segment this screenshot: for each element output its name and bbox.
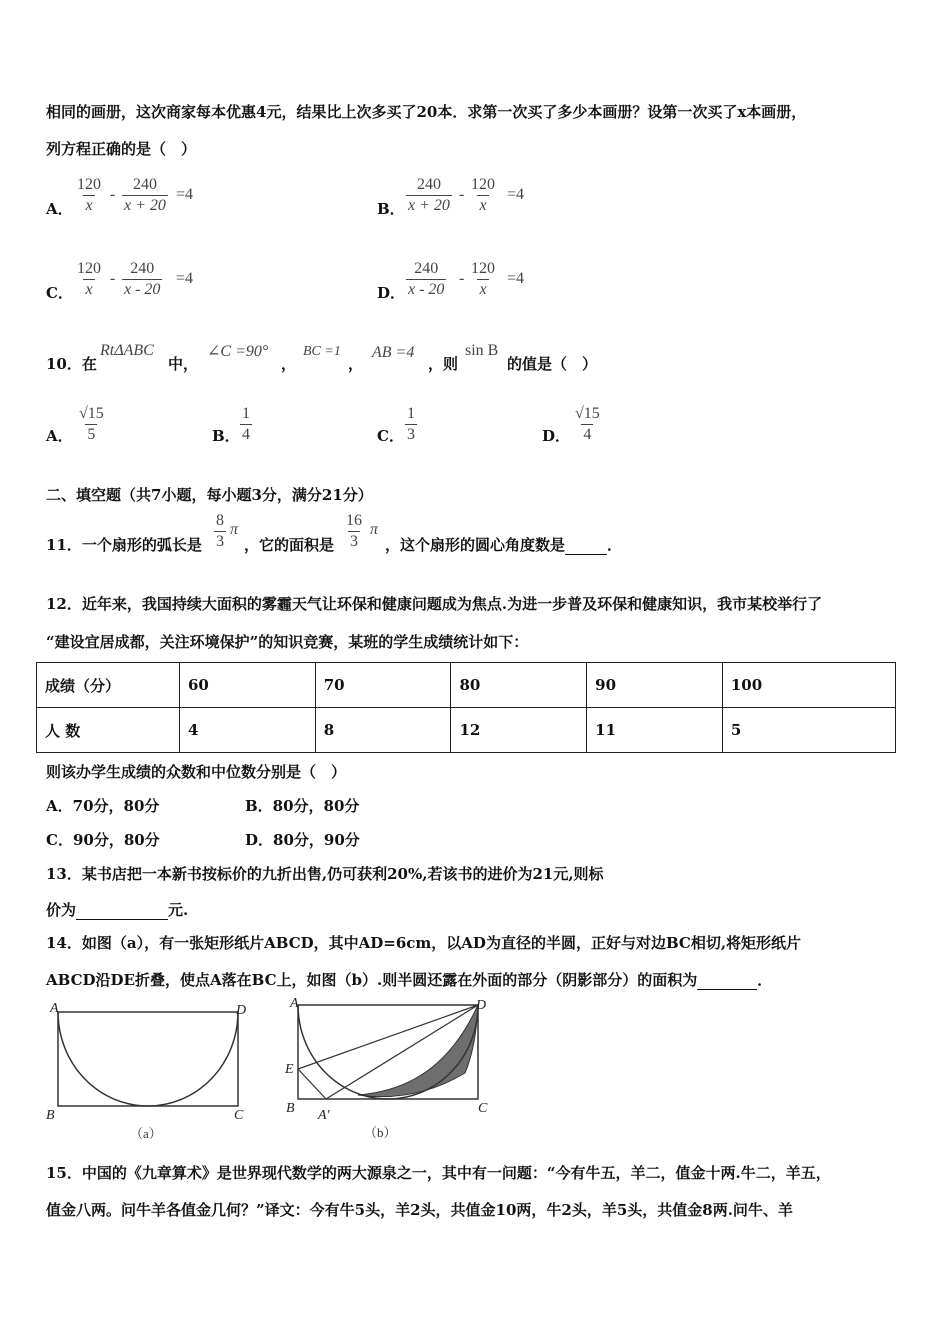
q9-option-a-label: A． <box>46 200 73 218</box>
figure-a-label-b: B <box>46 1108 55 1123</box>
q10-angle: ∠C =90° <box>207 343 269 360</box>
score-table <box>36 662 896 753</box>
q13-answer-blank[interactable] <box>76 919 168 920</box>
table-cell: 5 <box>722 708 895 753</box>
q10-option-a-frac: $\frac{√15}{5}$ <box>79 405 104 443</box>
q10-option-d-frac: $\frac{√15}{4}$ <box>575 405 600 443</box>
q9-option-a-frac1: $\frac{120}{x}$ <box>77 176 101 214</box>
q10-text2: ， <box>281 355 297 373</box>
q9-option-a-rhs: =4 <box>176 186 194 203</box>
q9-option-b-frac1: $\frac{240}{x + 20}$ <box>408 176 450 214</box>
q9-line2: 列方程正确的是（ ） <box>46 140 197 158</box>
q10-option-a-label: A． <box>46 427 73 445</box>
table-cell: 80 <box>451 663 587 708</box>
figure-b <box>280 995 510 1147</box>
q11-answer-blank[interactable] <box>565 554 607 555</box>
figure-a <box>40 998 260 1148</box>
q12-option-b: B．80分，80分 <box>245 797 360 815</box>
q10-text1: 中， <box>168 355 199 373</box>
table-cell: 4 <box>180 708 316 753</box>
q9-option-a-frac2: $\frac{240}{x + 20}$ <box>124 176 166 214</box>
q9-option-d-rhs: =4 <box>507 270 525 287</box>
q11-suffix: ，这个扇形的圆心角度数是 ． <box>385 536 623 554</box>
table-row <box>37 708 896 753</box>
q9-option-c-frac2: $\frac{240}{x - 20}$ <box>124 260 161 298</box>
q10-text3: ， <box>348 355 364 373</box>
q15-line2: 值金八两。问牛羊各值金几何？”译文：今有牛5头，羊2头，共值金10两，牛2头，羊5头，共值金8两.问牛、羊 <box>46 1201 793 1219</box>
q12-line1: 12．近年来，我国持续大面积的雾霾天气让环保和健康问题成为焦点.为进一步普及环保和健康知识，我市某校举行了 <box>46 595 823 613</box>
q13-line2: 价为 元. <box>46 901 189 919</box>
figure-a-label-c: C <box>234 1108 244 1123</box>
figure-a-label-d: D <box>236 1003 247 1018</box>
figure-b-shaded-region <box>358 1005 478 1097</box>
figure-b-label-b: B <box>286 1101 295 1116</box>
q11-arc-length-frac: $\frac{8}{3}$ <box>216 512 224 550</box>
q10-option-b-frac: $\frac{1}{4}$ <box>242 405 250 443</box>
q10-option-d-label: D． <box>542 427 571 445</box>
q9-option-d-frac1: $\frac{240}{x - 20}$ <box>408 260 445 298</box>
table-cell: 90 <box>587 663 723 708</box>
figure-b-label-e: E <box>285 1062 294 1077</box>
table-cell: 12 <box>451 708 587 753</box>
q10-option-c-frac: $\frac{1}{3}$ <box>407 405 415 443</box>
q9-option-b-rhs: =4 <box>507 186 525 203</box>
q9-option-d-frac2: $\frac{120}{x}$ <box>471 260 495 298</box>
q9-line1: 相同的画册，这次商家每本优惠4元，结果比上次多买了20本．求第一次买了多少本画册？设第一次买了x本画册， <box>46 103 807 121</box>
q12-option-d: D．80分，90分 <box>245 831 360 849</box>
q9-option-c-op: - <box>110 270 116 287</box>
q10-option-b-label: B． <box>212 427 240 445</box>
q12-question: 则该办学生成绩的众数和中位数分别是（ ） <box>46 763 347 781</box>
q14-answer-blank[interactable] <box>697 989 757 990</box>
table-cell: 11 <box>587 708 723 753</box>
q9-option-d-label: D． <box>377 284 406 302</box>
q10-prefix: 10．在 <box>46 355 97 373</box>
q9-option-a-op: - <box>110 186 116 203</box>
q12-option-a: A．70分，80分 <box>46 797 160 815</box>
q9-option-b-label: B． <box>377 200 405 218</box>
q11-pi-1: π <box>230 521 239 538</box>
q10-bc: BC =1 <box>303 344 341 359</box>
figure-a-label-a: A <box>50 1001 59 1016</box>
figure-a-semicircle <box>58 1012 238 1106</box>
table-cell: 人 数 <box>37 708 180 753</box>
figure-b-label-a: A <box>290 996 299 1011</box>
q9-option-c-rhs: =4 <box>176 270 194 287</box>
figure-a-rectangle <box>58 1012 238 1106</box>
section-2-heading: 二、填空题（共7小题，每小题3分，满分21分） <box>46 486 373 504</box>
table-row <box>37 663 896 708</box>
q11-area-frac: $\frac{16}{3}$ <box>346 512 362 550</box>
q11-prefix: 11．一个扇形的弧长是 <box>46 536 202 554</box>
q9-option-c-label: C． <box>46 284 73 302</box>
table-cell: 70 <box>315 663 451 708</box>
q14-line2: ABCD沿DE折叠，使点A落在BC上，如图（b）.则半圆还露在外面的部分（阴影部分）的面积为 ． <box>46 971 773 989</box>
q14-line1: 14．如图（a），有一张矩形纸片ABCD，其中AD=6cm，以AD为直径的半圆，正好与对边BC相切,将矩形纸片 <box>46 934 802 952</box>
table-cell: 60 <box>180 663 316 708</box>
table-cell: 8 <box>315 708 451 753</box>
q10-triangle: RtΔABC <box>100 342 154 359</box>
q11-pi-2: π <box>370 521 379 538</box>
q9-option-b-op: - <box>459 186 465 203</box>
figure-b-line-ea <box>298 1069 326 1099</box>
q12-line2: “建设宜居成都，关注环境保护”的知识竞赛，某班的学生成绩统计如下： <box>46 633 529 651</box>
figure-b-caption: （b） <box>364 1125 397 1140</box>
q9-option-c-frac1: $\frac{120}{x}$ <box>77 260 101 298</box>
q10-sinb: sin B <box>465 342 499 359</box>
table-cell: 100 <box>722 663 895 708</box>
figure-a-caption: （a） <box>130 1126 162 1141</box>
figure-b-label-d: D <box>476 998 487 1013</box>
q11-mid: ，它的面积是 <box>244 536 335 554</box>
q13-line1: 13．某书店把一本新书按标价的九折出售,仍可获利20%,若该书的进价为21元,则标 <box>46 865 604 883</box>
q10-option-c-label: C． <box>377 427 404 445</box>
q12-option-c: C．90分，80分 <box>46 831 160 849</box>
q10-text5: 的值是（ ） <box>507 355 598 373</box>
figure-b-label-c: C <box>478 1101 488 1116</box>
q15-line1: 15．中国的《九章算术》是世界现代数学的两大源泉之一，其中有一问题：“今有牛五，羊二，值金十两.牛二，羊五， <box>46 1164 831 1182</box>
q9-option-d-op: - <box>459 270 465 287</box>
q10-text4: ，则 <box>428 355 459 373</box>
figure-b-label-a-prime: A′ <box>318 1108 330 1123</box>
q9-option-b-frac2: $\frac{120}{x}$ <box>471 176 495 214</box>
table-cell: 成绩（分） <box>37 663 180 708</box>
q10-ab: AB =4 <box>372 344 415 361</box>
